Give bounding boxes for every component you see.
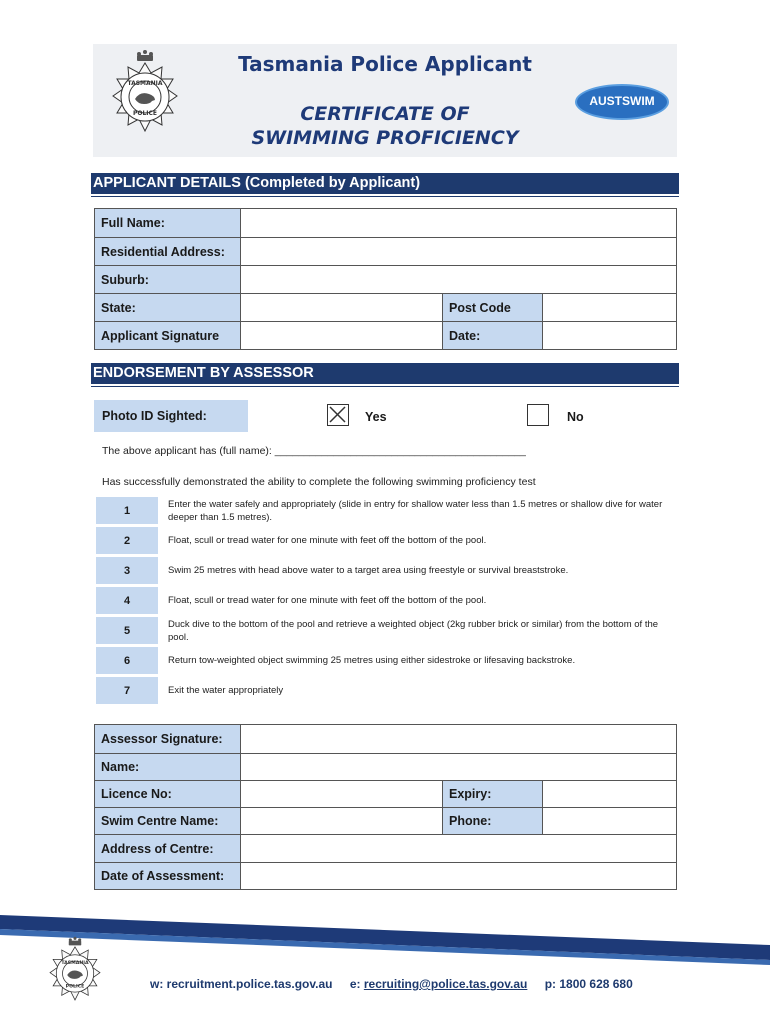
address-field[interactable] bbox=[240, 238, 676, 265]
footer-crest-top-text: TASMANIA bbox=[61, 961, 89, 967]
full-name-label: Full Name: bbox=[95, 209, 240, 237]
centre-address-field[interactable] bbox=[240, 835, 676, 862]
photo-id-no-label: No bbox=[567, 410, 584, 424]
signature-row bbox=[95, 321, 676, 349]
applicant-form bbox=[94, 208, 677, 350]
subtitle-line-1: CERTIFICATE OF bbox=[300, 103, 470, 125]
assessment-date-label: Date of Assessment: bbox=[95, 863, 240, 889]
centre-address-label: Address of Centre: bbox=[95, 835, 240, 862]
centre-address-row bbox=[95, 834, 676, 862]
document-header bbox=[93, 44, 677, 157]
full-name-field[interactable] bbox=[240, 209, 676, 237]
post-code-label: Post Code bbox=[442, 294, 543, 321]
austswim-logo bbox=[575, 84, 669, 120]
crest-top-text: TASMANIA bbox=[127, 80, 163, 87]
address-label: Residential Address: bbox=[95, 238, 240, 265]
state-label: State: bbox=[95, 294, 240, 321]
step-number: 1 bbox=[96, 497, 158, 524]
assessor-name-field[interactable] bbox=[240, 754, 676, 780]
checkmark-x-icon bbox=[328, 405, 347, 424]
address-row bbox=[95, 237, 676, 265]
step-number: 7 bbox=[96, 677, 158, 704]
footer-crest-bottom-text: POLICE bbox=[65, 984, 85, 990]
assessor-name-label: Name: bbox=[95, 754, 240, 780]
state-field[interactable] bbox=[240, 294, 442, 321]
photo-id-no-checkbox[interactable] bbox=[527, 404, 549, 426]
phone-field[interactable] bbox=[543, 808, 676, 834]
applicant-signature-label: Applicant Signature bbox=[95, 322, 240, 349]
applicant-heading-text: APPLICANT DETAILS (Completed by Applicant) bbox=[93, 175, 421, 191]
step-text: Enter the water safely and appropriately (slide in entry for shallow water less than 1.5 metres or shallow dive for water deeper than 1.5 metres). bbox=[168, 498, 663, 523]
subtitle-line-2: SWIMMING PROFICIENCY bbox=[251, 127, 519, 149]
footer-swoosh bbox=[0, 915, 770, 975]
state-row bbox=[95, 293, 676, 321]
step-text: Return tow-weighted object swimming 25 metres using either sidestroke or lifesaving backstroke. bbox=[168, 655, 576, 666]
footer-website[interactable]: w: recruitment.police.tas.gov.au bbox=[150, 977, 333, 991]
footer-email-prefix: e: bbox=[349, 977, 364, 991]
step-number: 3 bbox=[96, 557, 158, 584]
licence-field[interactable] bbox=[240, 781, 442, 807]
footer-phone: p: 1800 628 680 bbox=[544, 977, 633, 991]
step-number: 4 bbox=[96, 587, 158, 614]
suburb-field[interactable] bbox=[240, 266, 676, 293]
step-text: Float, scull or tread water for one minute with feet off the bottom of the pool. bbox=[168, 595, 487, 606]
heading-underline bbox=[91, 386, 679, 387]
applicant-name-line: The above applicant has (full name): ___________________________________________ bbox=[102, 445, 526, 457]
assessment-date-row bbox=[95, 862, 676, 889]
assessor-form bbox=[94, 724, 677, 890]
expiry-label: Expiry: bbox=[442, 781, 543, 807]
footer-contact bbox=[150, 977, 647, 991]
photo-id-yes-label: Yes bbox=[365, 410, 387, 424]
assessor-signature-label: Assessor Signature: bbox=[95, 725, 240, 753]
assessor-signature-row bbox=[95, 725, 676, 753]
swim-centre-field[interactable] bbox=[240, 808, 442, 834]
licence-label: Licence No: bbox=[95, 781, 240, 807]
heading-underline bbox=[91, 196, 679, 197]
applicant-details-heading bbox=[91, 173, 679, 194]
licence-row bbox=[95, 780, 676, 807]
assessor-name-row bbox=[95, 753, 676, 780]
step-number: 2 bbox=[96, 527, 158, 554]
endorsement-heading bbox=[91, 363, 679, 384]
step-text: Exit the water appropriately bbox=[168, 685, 284, 696]
applicant-signature-field[interactable] bbox=[240, 322, 442, 349]
step-text: Duck dive to the bottom of the pool and retrieve a weighted object (2kg rubber brick or similar) from the bottom of the pool. bbox=[168, 618, 659, 643]
centre-row bbox=[95, 807, 676, 834]
austswim-logo-text: AUSTSWIM bbox=[589, 94, 655, 108]
step-text: Swim 25 metres with head above water to a target area using freestyle or survival breaststroke. bbox=[168, 565, 569, 576]
step-text: Float, scull or tread water for one minute with feet off the bottom of the pool. bbox=[168, 535, 487, 546]
swim-centre-label: Swim Centre Name: bbox=[95, 808, 240, 834]
applicant-date-field[interactable] bbox=[543, 322, 676, 349]
crest-bottom-text: POLICE bbox=[132, 110, 158, 117]
assessor-signature-field[interactable] bbox=[240, 725, 676, 753]
footer-crest-logo bbox=[38, 936, 112, 1018]
assessment-date-field[interactable] bbox=[240, 863, 676, 889]
step-number: 5 bbox=[96, 617, 158, 644]
suburb-row bbox=[95, 265, 676, 293]
phone-label: Phone: bbox=[442, 808, 543, 834]
document-title: Tasmania Police Applicant bbox=[238, 52, 532, 76]
photo-id-label: Photo ID Sighted: bbox=[94, 400, 248, 432]
expiry-field[interactable] bbox=[543, 781, 676, 807]
post-code-field[interactable] bbox=[543, 294, 676, 321]
photo-id-yes-checkbox[interactable] bbox=[327, 404, 349, 426]
step-number: 6 bbox=[96, 647, 158, 674]
suburb-label: Suburb: bbox=[95, 266, 240, 293]
footer-email-link[interactable]: recruiting@police.tas.gov.au bbox=[363, 977, 528, 991]
demonstrated-text: Has successfully demonstrated the ability to complete the following swimming proficiency test bbox=[102, 476, 536, 488]
applicant-date-label: Date: bbox=[442, 322, 543, 349]
endorsement-heading-text: ENDORSEMENT BY ASSESSOR bbox=[93, 365, 314, 381]
full-name-row bbox=[95, 209, 676, 237]
